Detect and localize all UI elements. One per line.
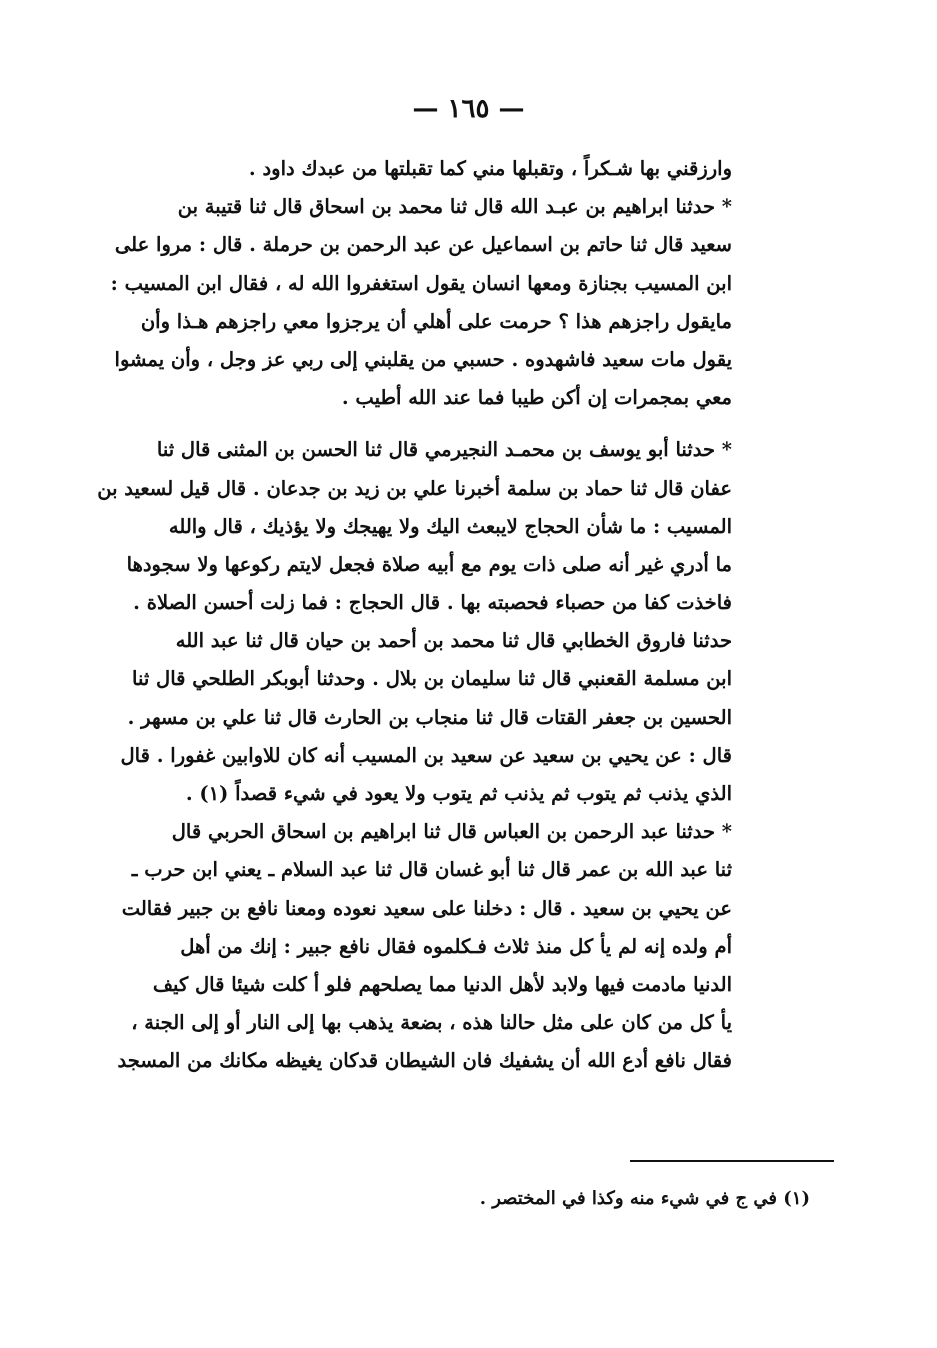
text-line: عفان قال ثنا حماد بن سلمة أخبرنا علي بن زيد بن جدعان . قال قيل لسعيد بن — [97, 476, 732, 500]
text-line: سعيد قال ثنا حاتم بن اسماعيل عن عبد الرحمن بن حرملة . قال : مروا على — [114, 233, 732, 257]
text-line: ثنا عبد الله بن عمر قال ثنا أبو غسان قال ثنا عبد السلام ـ يعني ابن حرب ـ — [131, 858, 732, 882]
text-line: الدنيا مادمت فيها ولابد لأهل الدنيا مما يصلحهم فلو أ كلت شيئا قال كيف — [152, 972, 732, 996]
footnote-divider — [630, 1160, 834, 1162]
main-text — [97, 150, 732, 1081]
text-line: فاخذت كفا من حصباء فحصبته بها . قال الحجاج : فما زلت أحسن الصلاة . — [133, 591, 732, 615]
paragraph-gap — [205, 417, 732, 431]
text-line: معي بمجمرات إن أكن طيبا فما عند الله أطيب . — [341, 386, 732, 410]
text-line: مايقول راجزهم هذا ؟ حرمت على أهلي أن يرجزوا معي راجزهم هـذا وأن — [140, 309, 732, 333]
text-line: الذي يذنب ثم يتوب ثم يذنب ثم يتوب ولا يعود في شيء قصداً (١) . — [185, 782, 732, 805]
text-line: ابن المسيب بجنازة ومعها انسان يقول استغفروا الله له ، فقال ابن المسيب : — [110, 271, 732, 295]
text-line: فقال نافع أدع الله أن يشفيك فان الشيطان قدكان يغيظه مكانك من المسجد — [117, 1049, 732, 1073]
text-line: قال : عن يحيي بن سعيد عن سعيد بن المسيب أنه كان للاوابين غفورا . قال — [120, 743, 732, 767]
text-line: وارزقني بها شـكراً ، وتقبلها مني كما تقبلتها من عبدك داود . — [248, 157, 732, 180]
text-line: يقول مات سعيد فاشهدوه . حسبي من يقلبني إلى ربي عز وجل ، وأن يمشوا — [114, 347, 732, 371]
text-line: * حدثنا ابراهيم بن عبـد الله قال ثنا محمد بن اسحاق قال ثنا قتيبة بن — [177, 195, 732, 219]
text-line: الحسين بن جعفر القتات قال ثنا منجاب بن الحارث قال ثنا علي بن مسهر . — [127, 705, 732, 729]
text-line: أم ولده إنه لم يأ كل منذ ثلاث فـكلموه فقال نافع جبير : إنك من أهل — [180, 934, 732, 958]
text-line: ما أدري غير أنه صلى ذات يوم مع أبيه صلاة فجعل لايتم ركوعها ولا سجودها — [126, 552, 732, 576]
text-line: حدثنا فاروق الخطابي قال ثنا محمد بن أحمد بن حيان قال ثنا عبد الله — [175, 629, 732, 653]
text-line: * حدثنا أبو يوسف بن محمـد النجيرمي قال ثنا الحسن بن المثنى قال ثنا — [156, 438, 732, 462]
page-number: — ١٦٥ — — [412, 94, 525, 124]
text-line: المسيب : ما شأن الحجاج لايبعث اليك ولا يهيجك ولا يؤذيك ، قال والله — [168, 514, 732, 538]
text-line: عن يحيي بن سعيد . قال : دخلنا على سعيد نعوده ومعنا نافع بن جبير فقالت — [121, 896, 732, 920]
text-line: ابن مسلمة القعنبي قال ثنا سليمان بن بلال . وحدثنا أبوبكر الطلحي قال ثنا — [132, 667, 732, 691]
footnote: (١) في ج في شيء منه وكذا في المختصر . — [479, 1188, 810, 1209]
text-line: يأ كل من كان على مثل حالنا هذه ، بضعة يذهب بها إلى النار أو إلى الجنة ، — [131, 1011, 732, 1035]
text-line: * حدثنا عبد الرحمن بن العباس قال ثنا ابراهيم بن اسحاق الحربي قال — [171, 820, 732, 844]
